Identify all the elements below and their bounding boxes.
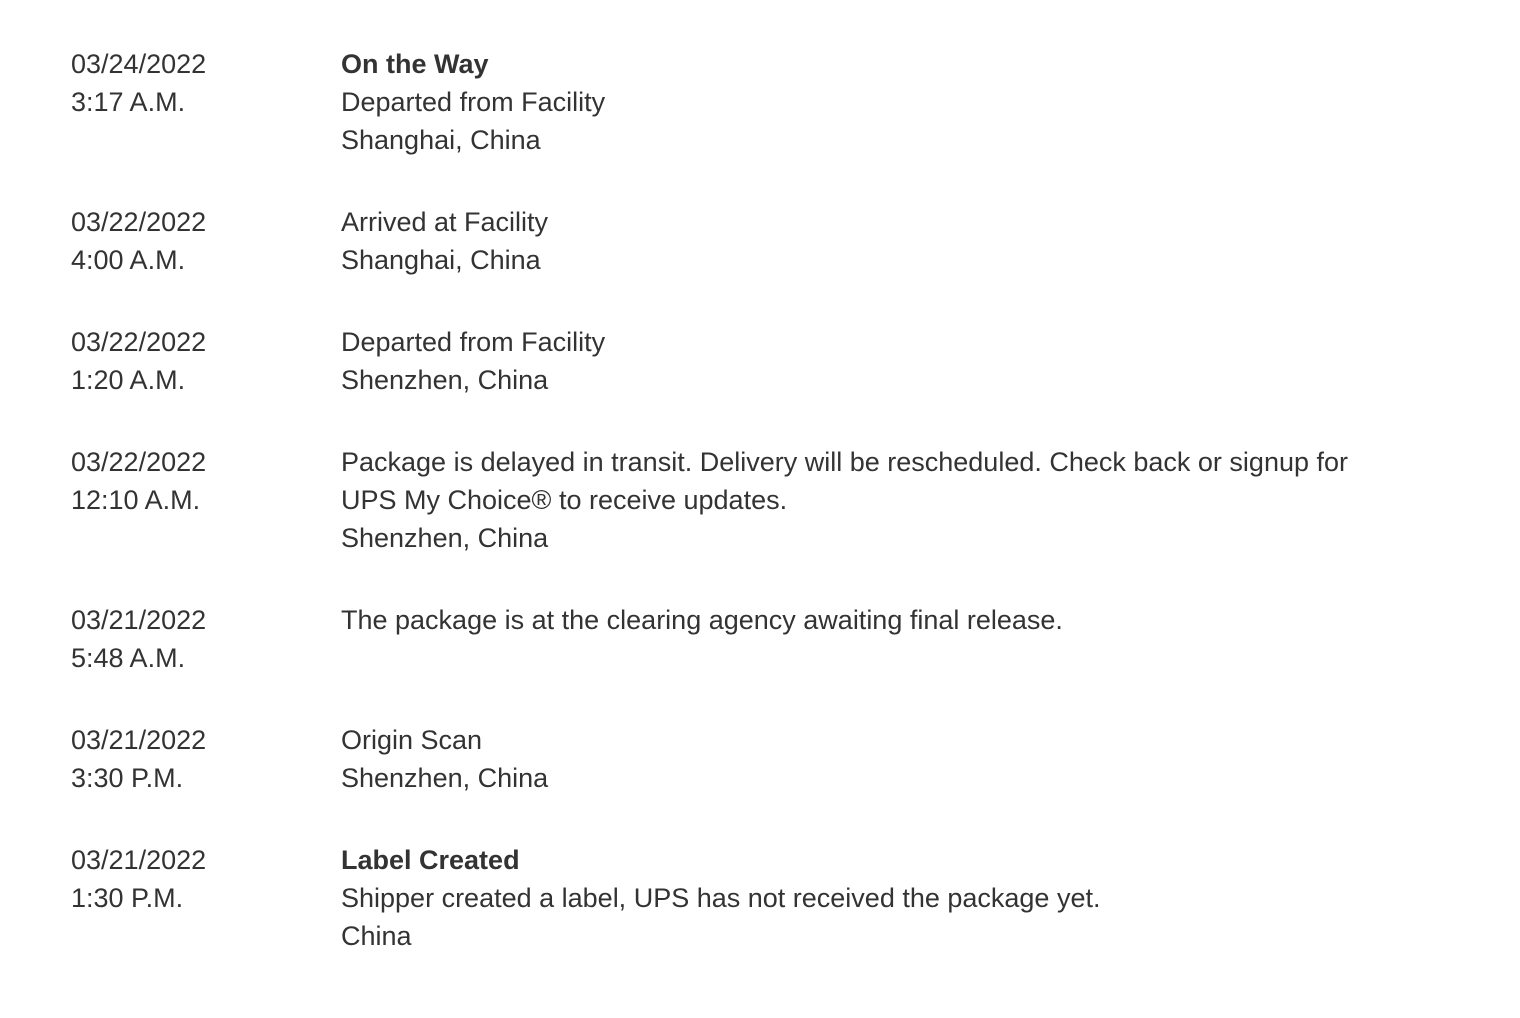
- event-location: Shenzhen, China: [341, 365, 549, 395]
- event-datetime: [71, 323, 341, 399]
- event-details: [341, 601, 1351, 639]
- event-datetime: [71, 601, 341, 677]
- event-datetime: [71, 203, 341, 279]
- event-date: 03/21/2022: [71, 725, 207, 755]
- event-location: Shenzhen, China: [341, 523, 549, 553]
- event-time: 1:30 P.M.: [71, 883, 184, 913]
- event-details: [341, 45, 1351, 159]
- event-details: [341, 721, 1351, 797]
- event-location: Shanghai, China: [341, 125, 541, 155]
- event-description: Departed from Facility: [341, 327, 606, 357]
- event-time: 5:48 A.M.: [71, 643, 186, 673]
- event-datetime: [71, 45, 341, 121]
- event-date: 03/21/2022: [71, 845, 207, 875]
- event-status: Label Created: [341, 845, 520, 875]
- event-time: 4:00 A.M.: [71, 245, 186, 275]
- event-description: Departed from Facility: [341, 87, 606, 117]
- event-location: China: [341, 921, 412, 951]
- event-date: 03/24/2022: [71, 49, 207, 79]
- event-time: 12:10 A.M.: [71, 485, 201, 515]
- event-description: Origin Scan: [341, 725, 483, 755]
- event-details: [341, 323, 1351, 399]
- event-date: 03/22/2022: [71, 447, 207, 477]
- shipment-progress-list: [71, 45, 1371, 955]
- event-description: Shipper created a label, UPS has not received the package yet.: [341, 883, 1101, 913]
- event-date: 03/21/2022: [71, 605, 207, 635]
- event-datetime: [71, 841, 341, 917]
- event-time: 3:17 A.M.: [71, 87, 186, 117]
- event-location: Shenzhen, China: [341, 763, 549, 793]
- progress-row: [71, 841, 1371, 955]
- event-description: Package is delayed in transit. Delivery will be rescheduled. Check back or signup for UPS My Choice® to receive updates.: [341, 447, 1349, 515]
- event-datetime: [71, 443, 341, 519]
- event-description: Arrived at Facility: [341, 207, 549, 237]
- progress-row: [71, 443, 1371, 557]
- event-datetime: [71, 721, 341, 797]
- event-date: 03/22/2022: [71, 327, 207, 357]
- progress-row: [71, 323, 1371, 399]
- event-time: 3:30 P.M.: [71, 763, 184, 793]
- progress-row: [71, 203, 1371, 279]
- event-details: [341, 841, 1351, 955]
- event-details: [341, 203, 1351, 279]
- progress-row: [71, 721, 1371, 797]
- progress-row: [71, 601, 1371, 677]
- progress-row: [71, 45, 1371, 159]
- event-description: The package is at the clearing agency awaiting final release.: [341, 605, 1063, 635]
- event-details: [341, 443, 1351, 557]
- event-status: On the Way: [341, 49, 489, 79]
- event-location: Shanghai, China: [341, 245, 541, 275]
- event-date: 03/22/2022: [71, 207, 207, 237]
- event-time: 1:20 A.M.: [71, 365, 186, 395]
